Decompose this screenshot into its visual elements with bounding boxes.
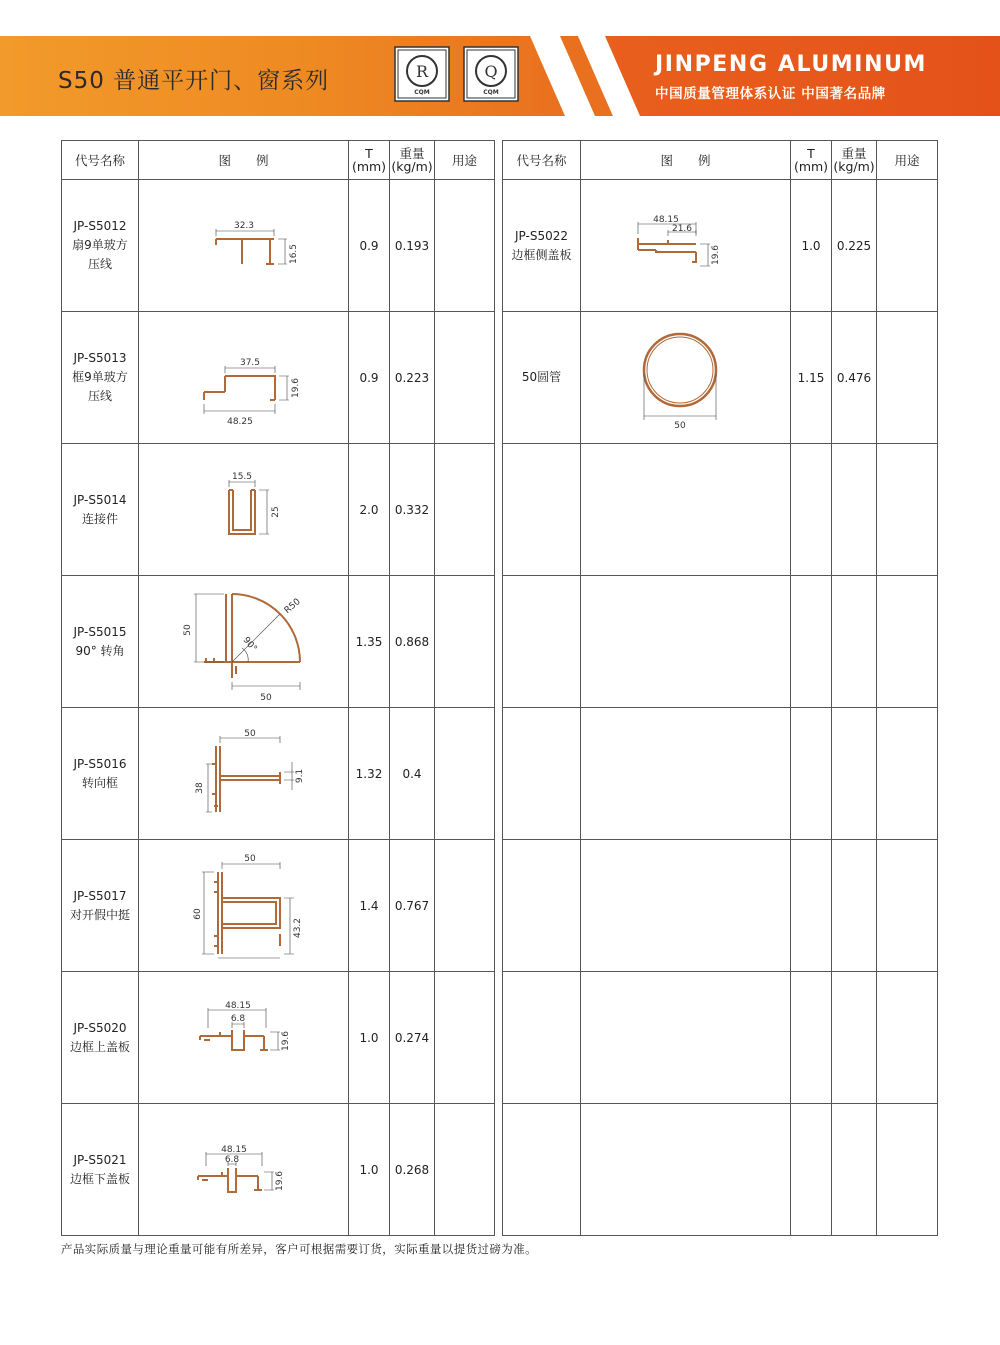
use-cell	[435, 312, 495, 444]
col-header-thickness: T (mm)	[791, 141, 832, 180]
use-cell	[435, 444, 495, 576]
table-row	[62, 312, 495, 444]
col-header-code: 代号名称	[503, 141, 581, 180]
profile-code-cell: JP-S5022 边框侧盖板	[503, 180, 581, 312]
profile-drawing	[581, 180, 791, 312]
svg-text:50: 50	[243, 728, 256, 739]
thickness-value: 1.0	[349, 972, 390, 1104]
use-cell	[877, 180, 938, 312]
thickness-value: 1.35	[349, 576, 390, 708]
profile-drawing	[581, 312, 791, 444]
svg-text:19.6: 19.6	[280, 1030, 291, 1051]
thickness-value: 1.0	[791, 180, 832, 312]
thickness-value	[791, 576, 832, 708]
table-header-row	[62, 141, 495, 180]
thickness-value: 1.0	[349, 1104, 390, 1236]
weight-value: 0.268	[390, 1104, 435, 1236]
profile-drawing	[139, 576, 349, 708]
weight-value	[832, 972, 877, 1104]
svg-text:48.25: 48.25	[226, 416, 253, 427]
table-row	[62, 972, 495, 1104]
profile-drawing	[139, 312, 349, 444]
thickness-value: 1.32	[349, 708, 390, 840]
weight-value: 0.193	[390, 180, 435, 312]
thickness-value: 1.4	[349, 840, 390, 972]
svg-text:48.15: 48.15	[652, 214, 679, 225]
profile-code-cell: JP-S5014 连接件	[62, 444, 139, 576]
weight-value	[832, 444, 877, 576]
weight-value: 0.476	[832, 312, 877, 444]
profile-code-cell: JP-S5017 对开假中挺	[62, 840, 139, 972]
weight-value: 0.223	[390, 312, 435, 444]
profile-drawing	[139, 708, 349, 840]
svg-text:R: R	[415, 62, 429, 81]
profile-code-cell	[503, 1104, 581, 1236]
svg-text:9.1: 9.1	[294, 768, 305, 783]
use-cell	[877, 840, 938, 972]
profile-code-cell: JP-S5013 框9单玻方 压线	[62, 312, 139, 444]
weight-value	[832, 708, 877, 840]
svg-text:CQM: CQM	[414, 89, 430, 96]
profile-drawing	[581, 840, 791, 972]
brand-tagline: 中国质量管理体系认证 中国著名品牌	[655, 86, 886, 102]
col-header-weight: 重量 (kg/m)	[832, 141, 877, 180]
profile-table-left	[61, 140, 495, 1236]
profile-drawing	[139, 444, 349, 576]
weight-value: 0.274	[390, 972, 435, 1104]
use-cell	[877, 444, 938, 576]
weight-value: 0.767	[390, 840, 435, 972]
profile-drawing	[581, 708, 791, 840]
profile-code-cell: JP-S5021 边框下盖板	[62, 1104, 139, 1236]
col-header-figure: 图 例	[139, 141, 349, 180]
table-row	[503, 708, 938, 840]
profile-code-cell: JP-S5020 边框上盖板	[62, 972, 139, 1104]
table-row	[503, 312, 938, 444]
use-cell	[435, 708, 495, 840]
profile-code-cell	[503, 444, 581, 576]
weight-value	[832, 840, 877, 972]
profile-code-cell	[503, 576, 581, 708]
weight-value: 0.332	[390, 444, 435, 576]
cqm-q-certification-logo	[463, 46, 519, 102]
svg-text:50: 50	[259, 692, 272, 703]
use-cell	[877, 312, 938, 444]
table-header-row	[503, 141, 938, 180]
col-header-code: 代号名称	[62, 141, 139, 180]
profile-drawing	[139, 840, 349, 972]
svg-text:16.5: 16.5	[288, 243, 299, 264]
thickness-value: 1.15	[791, 312, 832, 444]
profile-code-cell: JP-S5015 90° 转角	[62, 576, 139, 708]
cqm-r-certification-logo	[394, 46, 450, 102]
use-cell	[435, 576, 495, 708]
profile-drawing	[581, 444, 791, 576]
svg-text:43.2: 43.2	[292, 917, 303, 938]
table-row	[503, 840, 938, 972]
use-cell	[877, 708, 938, 840]
table-row	[62, 180, 495, 312]
table-row	[62, 576, 495, 708]
svg-text:Q: Q	[484, 62, 498, 81]
profile-code-cell: 50圆管	[503, 312, 581, 444]
table-row	[62, 840, 495, 972]
svg-text:6.8: 6.8	[230, 1013, 245, 1024]
use-cell	[435, 1104, 495, 1236]
col-header-thickness: T (mm)	[349, 141, 390, 180]
table-row	[62, 444, 495, 576]
thickness-value	[791, 840, 832, 972]
thickness-value: 0.9	[349, 312, 390, 444]
svg-text:19.6: 19.6	[290, 377, 301, 398]
weight-value: 0.868	[390, 576, 435, 708]
use-cell	[435, 972, 495, 1104]
profile-drawing	[139, 972, 349, 1104]
table-row	[62, 708, 495, 840]
svg-text:37.5: 37.5	[239, 357, 260, 368]
table-row	[503, 180, 938, 312]
weight-value: 0.4	[390, 708, 435, 840]
svg-text:15.5: 15.5	[231, 471, 252, 482]
svg-text:60: 60	[192, 907, 203, 920]
svg-text:19.6: 19.6	[274, 1170, 285, 1191]
table-row	[62, 1104, 495, 1236]
svg-text:6.8: 6.8	[224, 1154, 239, 1165]
profile-drawing	[581, 576, 791, 708]
svg-text:25: 25	[270, 505, 281, 518]
profile-drawing	[139, 1104, 349, 1236]
svg-text:50: 50	[243, 853, 256, 864]
svg-text:19.6: 19.6	[710, 244, 721, 265]
svg-text:CQM: CQM	[483, 89, 499, 96]
profile-code-cell: JP-S5016 转向框	[62, 708, 139, 840]
col-header-use: 用途	[435, 141, 495, 180]
col-header-weight: 重量 (kg/m)	[390, 141, 435, 180]
use-cell	[435, 840, 495, 972]
profile-drawing	[139, 180, 349, 312]
svg-text:50: 50	[673, 420, 686, 431]
weight-value	[832, 576, 877, 708]
weight-value: 0.225	[832, 180, 877, 312]
table-row	[503, 1104, 938, 1236]
svg-text:21.6: 21.6	[671, 223, 692, 234]
profile-table-right	[502, 140, 938, 1236]
svg-text:38: 38	[194, 781, 205, 794]
table-separator	[494, 140, 502, 1236]
footnote: 产品实际质量与理论重量可能有所差异，客户可根据需要订货，实际重量以提货过磅为准。	[61, 1242, 537, 1256]
thickness-value	[791, 1104, 832, 1236]
use-cell	[877, 972, 938, 1104]
thickness-value	[791, 708, 832, 840]
use-cell	[877, 576, 938, 708]
profile-code-cell: JP-S5012 扇9单玻方 压线	[62, 180, 139, 312]
series-title: S50 普通平开门、窗系列	[58, 68, 330, 94]
col-header-figure: 图 例	[581, 141, 791, 180]
svg-text:90°: 90°	[240, 634, 258, 654]
svg-text:32.3: 32.3	[233, 220, 254, 231]
thickness-value	[791, 444, 832, 576]
brand-name: JINPENG ALUMINUM	[655, 52, 928, 77]
table-row	[503, 576, 938, 708]
thickness-value	[791, 972, 832, 1104]
profile-code-cell	[503, 972, 581, 1104]
table-row	[503, 444, 938, 576]
weight-value	[832, 1104, 877, 1236]
svg-text:50: 50	[182, 623, 193, 636]
table-row	[503, 972, 938, 1104]
profile-code-cell	[503, 708, 581, 840]
use-cell	[877, 1104, 938, 1236]
thickness-value: 0.9	[349, 180, 390, 312]
profile-drawing	[581, 1104, 791, 1236]
col-header-use: 用途	[877, 141, 938, 180]
profile-code-cell	[503, 840, 581, 972]
thickness-value: 2.0	[349, 444, 390, 576]
svg-text:R50: R50	[282, 596, 303, 616]
svg-text:48.15: 48.15	[224, 1000, 251, 1011]
svg-text:48.15: 48.15	[220, 1144, 247, 1155]
use-cell	[435, 180, 495, 312]
profile-drawing	[581, 972, 791, 1104]
